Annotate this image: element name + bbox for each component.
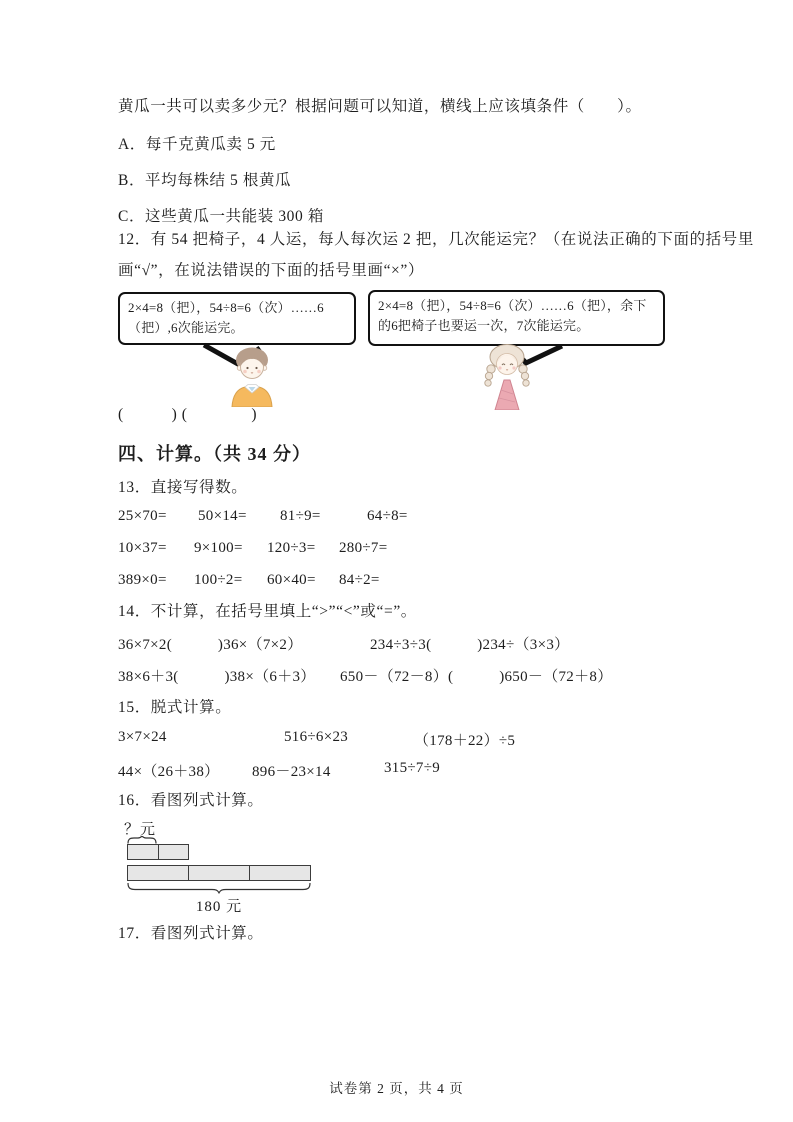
q13-title: 13．直接写得数。	[118, 479, 248, 496]
q17-title: 17．看图列式计算。	[118, 925, 264, 942]
expression: 120÷3=	[267, 540, 316, 556]
q14-row-2	[118, 665, 613, 686]
q12-stem-line2: 画“√”，在说法错误的下面的括号里画“×”）	[118, 262, 424, 279]
q11-option-b: B．平均每株结 5 根黄瓜	[118, 172, 292, 189]
bar-segment	[158, 845, 189, 859]
expression: 516÷6×23	[284, 729, 349, 745]
q16-title: 16．看图列式计算。	[118, 792, 264, 809]
q11-option-a: A．每千克黄瓜卖 5 元	[118, 136, 276, 153]
overbrace-icon	[127, 836, 157, 844]
q12-dialogue	[118, 290, 678, 418]
bar-segment	[128, 866, 188, 880]
q13-row-2	[118, 540, 388, 557]
expression: 280÷7=	[339, 540, 388, 556]
page-number-footer: 试卷第 2 页，共 4 页	[329, 1081, 464, 1096]
compare-expression: 36×7×2( )36×（7×2）	[118, 637, 303, 653]
expression: 44×（26＋38）	[118, 764, 220, 780]
bar-segment	[188, 866, 249, 880]
speech-bubble-boy	[118, 292, 356, 345]
girl-avatar	[468, 342, 546, 410]
expression: 100÷2=	[194, 572, 243, 588]
expression: 315÷7÷9	[384, 760, 441, 776]
q11-stem: 黄瓜一共可以卖多少元？根据问题可以知道，横线上应该填条件（ ）。	[118, 98, 642, 115]
q12-answer-blanks: ( ) ( )	[118, 406, 258, 423]
boy-avatar	[218, 345, 286, 407]
expression: 64÷8=	[367, 508, 408, 524]
underbrace-icon	[127, 883, 311, 894]
expression: 10×37=	[118, 540, 167, 556]
q15-title: 15．脱式计算。	[118, 699, 232, 716]
expression: （178＋22）÷5	[414, 733, 516, 749]
expression: 60×40=	[267, 572, 316, 588]
q16-bar-diagram	[118, 818, 538, 918]
bottom-bar	[127, 865, 311, 881]
q13-row-3	[118, 572, 380, 589]
q15-row-1	[118, 729, 515, 750]
top-bar	[127, 844, 189, 860]
expression: 25×70=	[118, 508, 167, 524]
speech-bubble-girl	[368, 290, 665, 346]
section-four-heading: 四、计算。（共 34 分）	[118, 444, 311, 464]
expression: 50×14=	[198, 508, 247, 524]
bar-segment	[128, 845, 158, 859]
unknown-amount-label: ？元	[124, 822, 157, 838]
expression: 3×7×24	[118, 729, 167, 745]
compare-expression: 650－（72－8）( )650－（72＋8）	[340, 669, 613, 685]
q15-row-2	[118, 760, 440, 781]
bar-segment	[249, 866, 310, 880]
expression: 9×100=	[194, 540, 243, 556]
compare-expression: 234÷3÷3( )234÷（3×3）	[370, 637, 570, 653]
q11-option-c: C．这些黄瓜一共能装 300 箱	[118, 208, 324, 225]
expression: 81÷9=	[280, 508, 321, 524]
q13-row-1	[118, 508, 408, 525]
q14-title: 14．不计算，在括号里填上“>”“<”或“=”。	[118, 603, 417, 620]
speech-bubble-girl-text: 2×4=8（把），54÷8=6（次）……6（把），余下的6把椅子也要运一次，7次能运完。	[378, 298, 647, 333]
compare-expression: 38×6＋3( )38×（6＋3）	[118, 669, 316, 685]
expression: 84÷2=	[339, 572, 380, 588]
speech-bubble-boy-text: 2×4=8（把），54÷8=6（次）……6（把）,6次能运完。	[128, 300, 324, 335]
q14-row-1	[118, 633, 569, 654]
total-amount-label: 180 元	[195, 899, 243, 915]
expression: 896－23×14	[252, 764, 331, 780]
expression: 389×0=	[118, 572, 167, 588]
q12-stem-line1: 12．有 54 把椅子，4 人运，每人每次运 2 把，几次能运完？（在说法正确的下面的括号里	[118, 231, 754, 248]
